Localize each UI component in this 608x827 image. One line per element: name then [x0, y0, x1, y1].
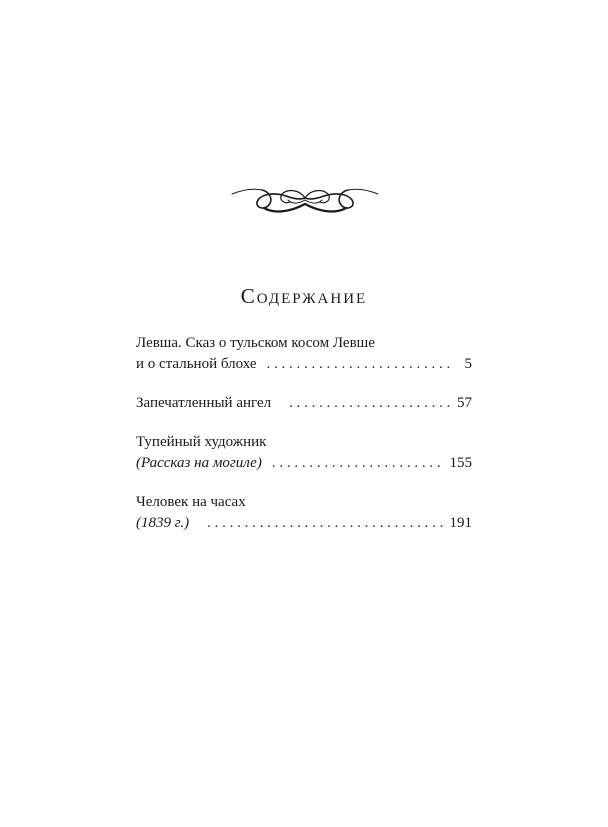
toc-page-number: 191	[449, 515, 472, 531]
toc-entry-title: Человек на часах	[136, 494, 246, 510]
toc-entry-levsha[interactable]	[136, 333, 472, 375]
dot-leader	[289, 393, 451, 414]
toc-entry-subtitle: (Рассказ на могиле)	[136, 455, 262, 471]
toc-entry-chasovoy[interactable]	[136, 492, 472, 534]
table-of-contents	[136, 333, 472, 534]
contents-heading: Содержание	[240, 284, 368, 308]
toc-line	[136, 513, 472, 534]
toc-entry-subtitle: (1839 г.)	[136, 515, 190, 531]
toc-entry-title: Левша. Сказ о тульском косом Левше	[136, 335, 375, 351]
toc-entry-angel[interactable]	[136, 393, 472, 414]
toc-page-number: 5	[464, 356, 472, 372]
toc-line	[136, 492, 472, 513]
dot-leader	[207, 513, 443, 534]
flourish-ornament-icon	[230, 178, 380, 220]
toc-line	[136, 453, 472, 474]
toc-page-number: 57	[457, 395, 472, 411]
toc-line	[136, 432, 472, 453]
dot-leader	[267, 354, 453, 375]
dot-leader	[272, 453, 444, 474]
toc-entry-title: Запечатленный ангел	[136, 395, 272, 411]
toc-entry-tupeiny[interactable]	[136, 432, 472, 474]
toc-entry-title: и о стальной блохе	[136, 356, 257, 372]
toc-line	[136, 393, 472, 414]
toc-line	[136, 333, 472, 354]
toc-page-number: 155	[449, 455, 472, 471]
toc-entry-title: Тупейный художник	[136, 434, 267, 450]
toc-line	[136, 354, 472, 375]
